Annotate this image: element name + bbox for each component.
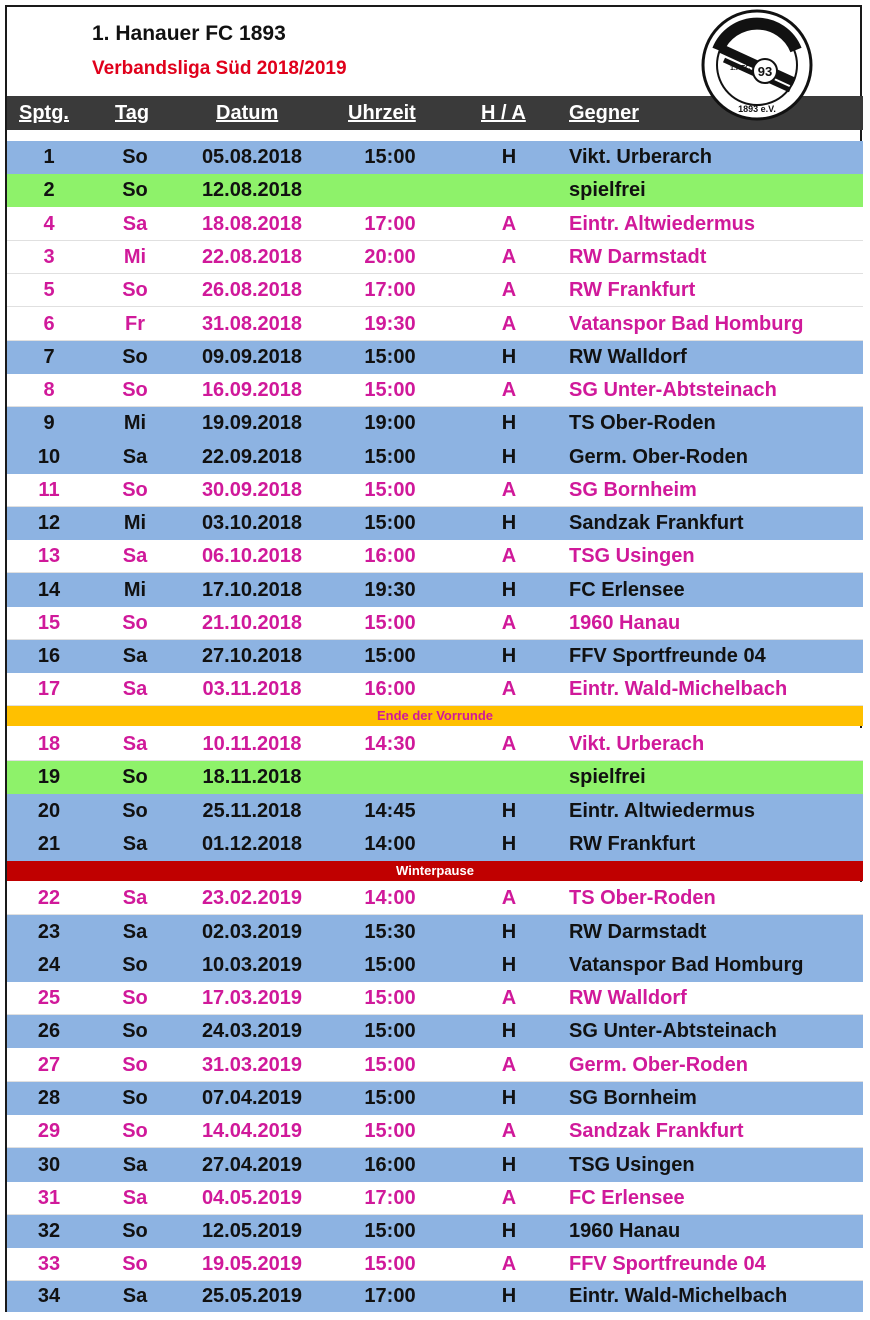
header-datum: Datum xyxy=(216,102,279,124)
cell-sptg: 28 xyxy=(37,1087,61,1109)
table-row xyxy=(7,982,863,1015)
cell-gegner: Germ. Ober-Roden xyxy=(569,446,748,468)
table-row xyxy=(7,761,863,794)
cell-sptg: 21 xyxy=(37,833,61,855)
cell-gegner: RW Darmstadt xyxy=(569,921,707,943)
cell-tag: So xyxy=(122,800,148,822)
cell-ha: H xyxy=(501,1087,517,1109)
cell-ha: H xyxy=(501,412,517,434)
cell-sptg: 16 xyxy=(37,645,61,667)
cell-uhrzeit: 15:00 xyxy=(364,346,416,368)
cell-uhrzeit: 15:00 xyxy=(364,645,416,667)
cell-ha: H xyxy=(501,1020,517,1042)
cell-sptg: 1 xyxy=(43,146,55,168)
cell-datum: 22.09.2018 xyxy=(201,446,303,468)
table-row xyxy=(7,1215,863,1248)
cell-datum: 30.09.2018 xyxy=(201,479,303,501)
cell-gegner: SG Unter-Abtsteinach xyxy=(569,1020,777,1042)
table-row xyxy=(7,1015,863,1048)
svg-text:93: 93 xyxy=(757,64,773,79)
cell-datum: 18.11.2018 xyxy=(202,766,302,788)
cell-datum: 05.08.2018 xyxy=(201,146,303,168)
cell-datum: 22.08.2018 xyxy=(201,246,303,268)
table-row xyxy=(7,794,863,828)
separator-end-first-half: Ende der Vorrunde xyxy=(7,706,863,726)
cell-ha: H xyxy=(501,512,517,534)
cell-gegner: RW Frankfurt xyxy=(569,279,696,301)
header-ha: H / A xyxy=(481,102,526,124)
cell-uhrzeit: 15:00 xyxy=(364,146,416,168)
cell-tag: Mi xyxy=(123,412,147,434)
cell-sptg: 29 xyxy=(37,1120,61,1142)
cell-ha: A xyxy=(501,213,517,235)
cell-tag: So xyxy=(122,179,148,201)
cell-ha: A xyxy=(501,887,517,909)
cell-gegner: Eintr. Wald-Michelbach xyxy=(569,1285,788,1307)
cell-sptg: 17 xyxy=(37,678,61,700)
cell-uhrzeit: 19:00 xyxy=(364,412,416,434)
cell-uhrzeit: 15:00 xyxy=(364,1087,416,1109)
table-row xyxy=(7,1281,863,1312)
cell-gegner: SG Bornheim xyxy=(569,479,697,501)
cell-sptg: 26 xyxy=(37,1020,61,1042)
cell-gegner: RW Darmstadt xyxy=(569,246,707,268)
table-row xyxy=(7,407,863,440)
cell-ha: A xyxy=(501,246,517,268)
cell-sptg: 3 xyxy=(43,246,55,268)
cell-datum: 19.09.2018 xyxy=(201,412,303,434)
cell-gegner: TS Ober-Roden xyxy=(569,412,716,434)
cell-tag: So xyxy=(122,1220,148,1242)
cell-uhrzeit: 15:00 xyxy=(364,479,416,501)
cell-tag: So xyxy=(122,612,148,634)
cell-tag: Sa xyxy=(122,733,148,755)
cell-gegner: FC Erlensee xyxy=(569,1187,685,1209)
cell-datum: 27.10.2018 xyxy=(201,645,303,667)
cell-sptg: 31 xyxy=(37,1187,61,1209)
cell-sptg: 18 xyxy=(37,733,61,755)
cell-ha: H xyxy=(501,921,517,943)
cell-sptg: 25 xyxy=(37,987,61,1009)
cell-ha: H xyxy=(501,954,517,976)
cell-ha: A xyxy=(501,1120,517,1142)
cell-uhrzeit: 19:30 xyxy=(364,579,416,601)
cell-gegner: TS Ober-Roden xyxy=(569,887,716,909)
table-row xyxy=(7,374,863,407)
cell-datum: 25.05.2019 xyxy=(201,1285,303,1307)
separator-winter-break: Winterpause xyxy=(7,861,863,881)
cell-uhrzeit: 16:00 xyxy=(364,678,416,700)
cell-tag: So xyxy=(122,766,148,788)
cell-gegner: RW Frankfurt xyxy=(569,833,696,855)
cell-ha: A xyxy=(501,379,517,401)
cell-tag: Mi xyxy=(123,512,147,534)
cell-uhrzeit: 15:00 xyxy=(364,954,416,976)
club-logo-icon xyxy=(700,8,814,122)
header-tag: Tag xyxy=(115,102,150,124)
cell-ha: A xyxy=(501,612,517,634)
cell-ha: A xyxy=(501,733,517,755)
table-row xyxy=(7,607,863,640)
cell-datum: 25.11.2018 xyxy=(202,800,302,822)
cell-uhrzeit: 15:00 xyxy=(364,1220,416,1242)
cell-sptg: 7 xyxy=(43,346,55,368)
cell-tag: So xyxy=(122,479,148,501)
table-row xyxy=(7,1048,863,1082)
cell-sptg: 23 xyxy=(37,921,61,943)
cell-uhrzeit: 15:30 xyxy=(364,921,416,943)
cell-tag: Sa xyxy=(122,678,148,700)
cell-gegner: RW Walldorf xyxy=(569,987,687,1009)
cell-sptg: 15 xyxy=(37,612,61,634)
cell-ha: A xyxy=(501,1253,517,1275)
cell-uhrzeit: 14:30 xyxy=(364,733,416,755)
table-row xyxy=(7,728,863,761)
cell-tag: Sa xyxy=(122,645,148,667)
cell-tag: Sa xyxy=(122,446,148,468)
cell-sptg: 13 xyxy=(37,545,61,567)
cell-tag: So xyxy=(122,1054,148,1076)
table-row xyxy=(7,241,863,274)
cell-sptg: 30 xyxy=(37,1154,61,1176)
cell-tag: So xyxy=(122,1120,148,1142)
cell-datum: 12.05.2019 xyxy=(201,1220,303,1242)
cell-sptg: 32 xyxy=(37,1220,61,1242)
cell-gegner: FC Erlensee xyxy=(569,579,685,601)
cell-gegner: FFV Sportfreunde 04 xyxy=(569,645,766,667)
cell-sptg: 27 xyxy=(37,1054,61,1076)
cell-ha: H xyxy=(501,800,517,822)
cell-tag: So xyxy=(122,379,148,401)
cell-tag: Sa xyxy=(122,921,148,943)
cell-ha: A xyxy=(501,678,517,700)
cell-tag: Sa xyxy=(122,545,148,567)
cell-datum: 16.09.2018 xyxy=(201,379,303,401)
cell-gegner: Vikt. Urberarch xyxy=(569,146,713,168)
cell-gegner: Eintr. Altwiedermus xyxy=(569,213,755,235)
cell-sptg: 12 xyxy=(37,512,61,534)
table-row xyxy=(7,141,863,174)
cell-tag: Sa xyxy=(122,1285,148,1307)
cell-gegner: SG Bornheim xyxy=(569,1087,697,1109)
cell-datum: 21.10.2018 xyxy=(201,612,303,634)
cell-ha: H xyxy=(501,1154,517,1176)
cell-datum: 17.10.2018 xyxy=(201,579,303,601)
cell-tag: So xyxy=(122,1020,148,1042)
cell-tag: So xyxy=(122,1253,148,1275)
cell-ha: H xyxy=(501,446,517,468)
cell-gegner: 1960 Hanau xyxy=(569,1220,681,1242)
cell-uhrzeit: 15:00 xyxy=(364,379,416,401)
cell-gegner: Sandzak Frankfurt xyxy=(569,512,744,534)
cell-ha: H xyxy=(501,146,517,168)
header-sptg: Sptg. xyxy=(19,102,69,124)
cell-datum: 02.03.2019 xyxy=(201,921,303,943)
table-row xyxy=(7,915,863,949)
cell-uhrzeit: 14:00 xyxy=(364,887,416,909)
cell-tag: Sa xyxy=(122,1154,148,1176)
cell-datum: 10.11.2018 xyxy=(202,733,302,755)
cell-uhrzeit: 17:00 xyxy=(364,279,416,301)
cell-gegner: Eintr. Altwiedermus xyxy=(569,800,755,822)
cell-uhrzeit: 15:00 xyxy=(364,612,416,634)
cell-tag: Sa xyxy=(122,1187,148,1209)
cell-datum: 10.03.2019 xyxy=(201,954,303,976)
table-row xyxy=(7,507,863,540)
cell-tag: So xyxy=(122,146,148,168)
cell-gegner: Germ. Ober-Roden xyxy=(569,1054,748,1076)
cell-uhrzeit: 17:00 xyxy=(364,1285,416,1307)
cell-uhrzeit: 16:00 xyxy=(364,545,416,567)
cell-datum: 03.11.2018 xyxy=(202,678,302,700)
cell-sptg: 10 xyxy=(37,446,61,468)
cell-sptg: 19 xyxy=(37,766,61,788)
table-row xyxy=(7,307,863,341)
cell-sptg: 20 xyxy=(37,800,61,822)
table-row xyxy=(7,949,863,982)
cell-ha: H xyxy=(501,1220,517,1242)
cell-datum: 27.04.2019 xyxy=(201,1154,303,1176)
cell-gegner: Vatanspor Bad Homburg xyxy=(569,313,804,335)
cell-uhrzeit: 16:00 xyxy=(364,1154,416,1176)
cell-tag: So xyxy=(122,346,148,368)
cell-ha: H xyxy=(501,645,517,667)
cell-tag: Mi xyxy=(123,579,147,601)
cell-datum: 01.12.2018 xyxy=(201,833,303,855)
cell-sptg: 22 xyxy=(37,887,61,909)
table-row xyxy=(7,474,863,507)
cell-tag: So xyxy=(122,987,148,1009)
cell-uhrzeit: 15:00 xyxy=(364,446,416,468)
cell-ha: A xyxy=(501,479,517,501)
cell-uhrzeit: 15:00 xyxy=(364,1054,416,1076)
table-row xyxy=(7,1082,863,1115)
header-uhrzeit: Uhrzeit xyxy=(348,102,416,124)
cell-tag: So xyxy=(122,954,148,976)
cell-datum: 17.03.2019 xyxy=(201,987,303,1009)
cell-gegner: SG Unter-Abtsteinach xyxy=(569,379,777,401)
cell-datum: 31.08.2018 xyxy=(201,313,303,335)
cell-datum: 24.03.2019 xyxy=(201,1020,303,1042)
cell-gegner: 1960 Hanau xyxy=(569,612,681,634)
cell-datum: 18.08.2018 xyxy=(201,213,303,235)
cell-uhrzeit: 20:00 xyxy=(364,246,416,268)
cell-ha: A xyxy=(501,279,517,301)
cell-sptg: 33 xyxy=(37,1253,61,1275)
cell-uhrzeit: 15:00 xyxy=(364,1253,416,1275)
league-subtitle: Verbandsliga Süd 2018/2019 xyxy=(92,58,347,79)
table-row xyxy=(7,274,863,307)
table-row xyxy=(7,1182,863,1215)
cell-tag: Sa xyxy=(122,213,148,235)
table-row xyxy=(7,1148,863,1182)
cell-datum: 12.08.2018 xyxy=(201,179,303,201)
cell-datum: 23.02.2019 xyxy=(201,887,303,909)
cell-sptg: 8 xyxy=(43,379,55,401)
cell-sptg: 4 xyxy=(43,213,55,235)
cell-gegner: Vatanspor Bad Homburg xyxy=(569,954,804,976)
cell-sptg: 11 xyxy=(38,479,60,501)
cell-tag: Sa xyxy=(122,833,148,855)
cell-ha: A xyxy=(501,987,517,1009)
cell-gegner: spielfrei xyxy=(569,766,646,788)
cell-uhrzeit: 19:30 xyxy=(364,313,416,335)
cell-gegner: spielfrei xyxy=(569,179,646,201)
cell-datum: 04.05.2019 xyxy=(201,1187,303,1209)
cell-datum: 26.08.2018 xyxy=(201,279,303,301)
table-row xyxy=(7,828,863,861)
cell-tag: Fr xyxy=(125,313,145,335)
table-row xyxy=(7,1115,863,1148)
table-row xyxy=(7,573,863,607)
cell-tag: Mi xyxy=(123,246,147,268)
cell-sptg: 14 xyxy=(37,579,61,601)
cell-ha: H xyxy=(501,1285,517,1307)
cell-datum: 14.04.2019 xyxy=(201,1120,303,1142)
cell-gegner: Sandzak Frankfurt xyxy=(569,1120,744,1142)
cell-uhrzeit: 15:00 xyxy=(364,1020,416,1042)
cell-sptg: 5 xyxy=(43,279,55,301)
cell-tag: So xyxy=(122,1087,148,1109)
cell-datum: 03.10.2018 xyxy=(201,512,303,534)
cell-gegner: RW Walldorf xyxy=(569,346,687,368)
table-row xyxy=(7,640,863,673)
cell-ha: A xyxy=(501,313,517,335)
cell-sptg: 34 xyxy=(37,1285,61,1307)
table-row xyxy=(7,440,863,474)
table-row xyxy=(7,882,863,915)
table-row xyxy=(7,207,863,241)
cell-sptg: 9 xyxy=(43,412,55,434)
cell-datum: 31.03.2019 xyxy=(201,1054,303,1076)
cell-ha: A xyxy=(501,1187,517,1209)
cell-tag: So xyxy=(122,279,148,301)
cell-uhrzeit: 15:00 xyxy=(364,987,416,1009)
cell-ha: H xyxy=(501,346,517,368)
table-row xyxy=(7,174,863,207)
table-row xyxy=(7,1248,863,1281)
cell-sptg: 6 xyxy=(43,313,55,335)
cell-gegner: TSG Usingen xyxy=(569,1154,695,1176)
cell-ha: A xyxy=(501,545,517,567)
cell-datum: 06.10.2018 xyxy=(201,545,303,567)
cell-uhrzeit: 14:45 xyxy=(364,800,416,822)
cell-tag: Sa xyxy=(122,887,148,909)
cell-gegner: Eintr. Wald-Michelbach xyxy=(569,678,788,700)
cell-uhrzeit: 15:00 xyxy=(364,512,416,534)
page-title: 1. Hanauer FC 1893 xyxy=(92,22,286,45)
table-row xyxy=(7,673,863,706)
svg-text:1.HFC: 1.HFC xyxy=(730,65,751,72)
header-gegner: Gegner xyxy=(569,102,640,124)
cell-datum: 07.04.2019 xyxy=(201,1087,303,1109)
cell-ha: H xyxy=(501,833,517,855)
cell-ha: H xyxy=(501,579,517,601)
cell-uhrzeit: 17:00 xyxy=(364,1187,416,1209)
cell-uhrzeit: 15:00 xyxy=(364,1120,416,1142)
cell-ha: A xyxy=(501,1054,517,1076)
cell-gegner: Vikt. Urberach xyxy=(569,733,705,755)
cell-datum: 09.09.2018 xyxy=(201,346,303,368)
cell-sptg: 24 xyxy=(37,954,61,976)
cell-datum: 19.05.2019 xyxy=(201,1253,303,1275)
cell-gegner: FFV Sportfreunde 04 xyxy=(569,1253,766,1275)
cell-uhrzeit: 17:00 xyxy=(364,213,416,235)
cell-sptg: 2 xyxy=(43,179,55,201)
cell-gegner: TSG Usingen xyxy=(569,545,695,567)
svg-text:1893 e.V.: 1893 e.V. xyxy=(738,104,776,114)
table-row xyxy=(7,540,863,573)
table-row xyxy=(7,341,863,374)
cell-uhrzeit: 14:00 xyxy=(364,833,416,855)
